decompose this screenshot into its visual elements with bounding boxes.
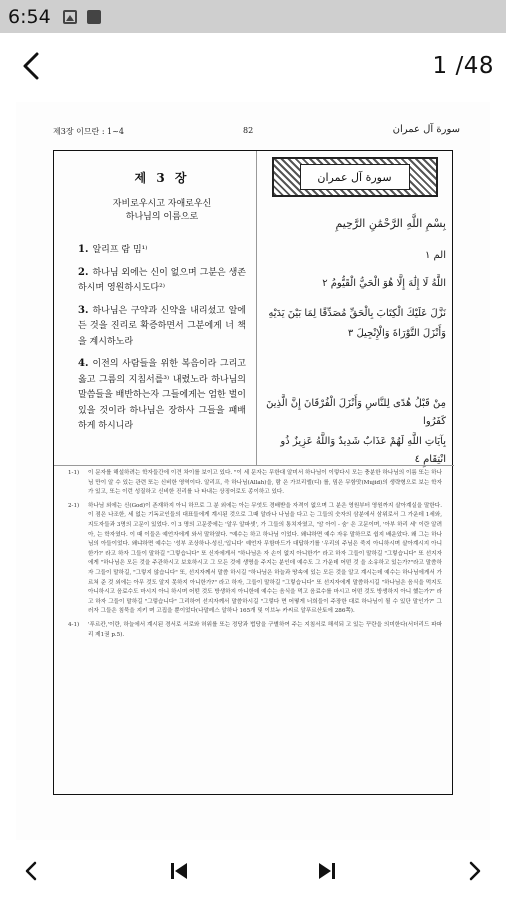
footnote [68, 502, 442, 617]
footnote-text: '푸르칸,'이란, 하늘에서 계시된 경서로 서로와 허위를 또는 정당과 법당을 구별하여 주는 지침서로 해석되 고 있는 꾸란을 의미한다(서더리드 파파리 제1권 p.5). [88, 621, 442, 638]
arabic-verse-line: الم ١ [424, 250, 446, 261]
footnote-number: 2-1) [68, 502, 80, 509]
footnote-text: 이 문자를 해설하려는 학자들간에 이견 차이를 보이고 있다. "이 세 문자는 무한대 알미서 하나님이 이렇다시 모는 충분한 하나님의 이름 또는 하나님 만이 알 수 있는 관련 또는 신비한 영역이다. 알리프, 즉 하나님(Allah)을, 람 은 가브리엘(디) 를, 밈은 무함맛(Mujid)의 생략형으로 보는 학자가 있고, 또는 이런 성질하고 신비한 진리를 나 타내는 상징어로도 종이하고 있다. [88, 470, 442, 496]
back-button[interactable] [16, 51, 46, 81]
chevron-left-icon [21, 52, 41, 80]
arabic-verse-line: نَزَّلَ عَلَيْكَ الْكِتَابَ بِالْحَقِّ مُصَدِّقًا لِمَا بَيْنَ يَدَيْهِ [268, 308, 446, 319]
footnote-number: 4-1) [68, 621, 80, 628]
subtitle-line: 하나님의 이름으로 [125, 212, 199, 222]
document-page [16, 102, 490, 840]
footnotes [68, 469, 442, 644]
page-number: 82 [243, 126, 254, 135]
footnote-text: 하나님 외에는 신(God)이 존재하지 아니 하므로 그 분 외에는 아는 무엇도 경배받을 자격이 없으며 그 분은 영원부터 영원까지 살아계실을 말한다. 이 점은 나조한, 세 없는 기독교인들의 대표들에게 계시된 것으로 그때 알라나 나님을 다고 는 그들의 숫자의 삼분에서 삼위로서 그 가운데 1세와, 지도자들과 3명의 고문이 있었다. 이 3 명의 고문중에는 '알우 알파셋', 가 그들의 통치자였고, '암 아이 - 숨' 은 고문이며, '아부 하리 세' 이란 알려아, 는 학자였다. 이 때 이들은 예언자에게 와서 말하였다. "예수는 하고 하나님 이었다. 왜냐하면 예수 자유 말하므로 쉽지 배운았다. 왜 그는 하나님의 아들이었다. 왜냐하면 예수는 '성부 조상하나-성신,'입니다' 예언자 무함마드가 대답하기를 '우리의 주님은 죽지 아니하시며 살아계시지 아니한가?' 라고 하자 그들이 말하길 "그렇습니다" 또 신자에게서 "하나님은 자 손이 없지 아니한가" 라고 하자 그들이 말하길 "그렇습니다" 또 선지자에게 "하나님은 모든 것을 주관하시고 보호하시고 그 모든 것에 생명을 주지는 분인데 예수도 그 가운데 어떤 것 을 소유하고 있는가?"라고 말씀하자 그들이 말하길, "그렇지 않습니다" 또, 선지자께서 말씀 하시길 "하나님은 하늘과 땅속에 있는 모든 것을 알고 계시는데 예수는 하나님에게서 가르쳐 준 것 외에는 아무 것도 알지 못하지 아니한가?" 라고 하자, 그들이 말하길 "그렇습니다" 또 선지자에게 말씀하시길 "하나님은 음식을 먹지도 아니하시고 음료수도 마시지 아니 하시며 어떤 것도 방생하지 아니한데 예수는 음식을 먹고 음료수를 마시고 어떤 것도 방생하지 아니 했는가?" 라고 하자 그들이 말하길 "그렇습니다" 그리하여 선지자께서 말씀하시길 "그렇다 면 어떻게 너희들이 주장한 대로 하나님이 될 수 있단 말인가?" 그러자 그들은 침묵을 지키 며 고집을 뿐이었다(나말레스 알하나 165개 및 이브누 카씨르 알푸르산토에 286쪽). [88, 502, 442, 615]
chapter-heading: 제 3 장 [134, 171, 190, 185]
image-notification-icon [63, 10, 77, 24]
verse-text: 하나님 외에는 신이 없으며 그분은 생존하시며 영원하시도다²⁾ [78, 267, 246, 293]
chevron-left-icon [24, 861, 38, 881]
verse-number: 3. [78, 304, 89, 316]
arabic-verse-line: بِآيَاتِ اللَّهِ لَهُمْ عَذَابٌ شَدِيدٌ وَاللَّهُ عَزِيزٌ ذُو انْتِقَامٍ ٤ [280, 436, 446, 465]
footnote-divider [54, 465, 454, 466]
verse-number: 2. [78, 266, 89, 278]
verse-2 [78, 265, 246, 297]
verse-number: 1. [78, 244, 89, 255]
arabic-verse-line: وَأَنْزَلَ التَّوْرَاةَ وَالْإِنْجِيلَ ٣ [347, 328, 446, 339]
arabic-column [257, 151, 452, 465]
app-bar [0, 33, 506, 101]
verse-4 [78, 356, 246, 435]
verse-3 [78, 303, 246, 351]
running-head-left: 제3장 이므란 : 1~4 [53, 127, 124, 136]
previous-page-button[interactable] [14, 854, 48, 888]
skip-to-start-icon [169, 861, 189, 881]
page-indicator: 1 /48 [432, 53, 494, 79]
running-head [53, 124, 460, 140]
surah-title: سورة آل عمران [300, 164, 410, 190]
surah-ornament [272, 157, 438, 197]
verse-text: 하나님은 구약과 신약을 내리셨고 알에 든 것을 진리로 확증하면서 그분에게 너 책을 계시하노라 [78, 305, 246, 347]
subtitle-line: 자비로우시고 자애로우신 [112, 199, 212, 209]
footnote [68, 469, 442, 498]
first-page-button[interactable] [162, 854, 196, 888]
verse-text: 알리프 람 밈¹⁾ [92, 245, 148, 255]
last-page-button[interactable] [310, 854, 344, 888]
chevron-right-icon [468, 861, 482, 881]
document-viewer[interactable] [16, 102, 490, 840]
running-head-right: سورة آل عمران [392, 124, 460, 135]
verse-text: 이전의 사람들을 위한 복음이라 그리고 옳고 그름의 지침서를³⁾ 내렸노라 하나님의 말씀들을 배반하는자 그들에게는 엄한 벌이 있을 것이라 하나님은 장하사 그들을 패배하게 하시니라 [78, 359, 246, 431]
basmala: بِسْمِ اللَّهِ الرَّحْمَٰنِ الرَّحِيمِ [335, 217, 446, 230]
page-navigation-bar [0, 840, 506, 900]
verse-1 [78, 242, 246, 259]
footnote [68, 621, 442, 640]
arabic-verse-line: مِنْ قَبْلُ هُدًى لِلنَّاسِ وَأَنْزَلَ الْفُرْقَانَ إِنَّ الَّذِينَ كَفَرُوا [266, 398, 446, 427]
page-frame [53, 150, 453, 795]
korean-column [54, 151, 256, 465]
status-bar [0, 0, 506, 33]
footnote-number: 1-1) [68, 470, 80, 476]
verse-number: 4. [78, 358, 89, 369]
arabic-text [263, 215, 446, 469]
skip-to-end-icon [317, 861, 337, 881]
chapter-subtitle [78, 198, 246, 224]
app-notification-icon [87, 10, 101, 24]
next-page-button[interactable] [458, 854, 492, 888]
status-time: 6:54 [8, 5, 51, 28]
arabic-verse-line: اللَّهُ لَا إِلَٰهَ إِلَّا هُوَ الْحَيُّ الْقَيُّومُ ٢ [322, 278, 446, 289]
